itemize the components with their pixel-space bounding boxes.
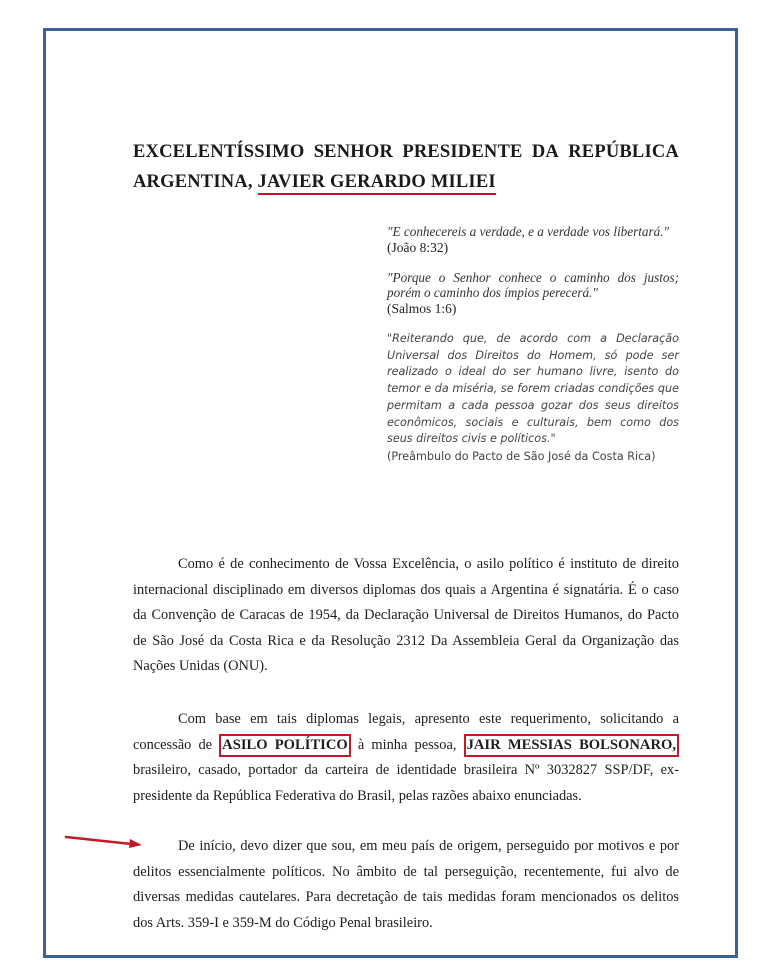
epigraph-john [387, 224, 679, 256]
epigraph-pacto [387, 331, 679, 465]
epigraph-source: (Salmos 1:6) [387, 301, 457, 316]
request-text: à minha pessoa, [350, 736, 464, 753]
epigraphs [387, 224, 679, 479]
heading-word: EXCELENTÍSSIMO [133, 142, 305, 162]
highlight-box-bolsonaro-name: JAIR MESSIAS BOLSONARO, [464, 734, 679, 757]
heading-line-2 [133, 167, 679, 197]
paragraph-persecution: De início, devo dizer que sou, em meu país de origem, perseguido por motivos e por delitos essencialmente políticos. No âmbito de tal perseguição, recentemente, fui alvo de diversas medidas cautelares. Para decretação de tais medidas foram mencionados os delitos dos Arts. 359-I e 359-M do Código Penal brasileiro. [133, 838, 679, 931]
highlight-box-asilo-politico: ASILO POLÍTICO [219, 734, 351, 757]
recipient-name-underlined: JAVIER GERARDO MILIEI [258, 172, 496, 195]
epigraph-quote: "Porque o Senhor conhece o caminho dos justos; porém o caminho dos ímpios perecerá." [387, 270, 679, 300]
heading-word: DA [531, 142, 559, 162]
heading-word: SENHOR [313, 142, 394, 162]
heading-prefix: ARGENTINA, [133, 172, 258, 192]
epigraph-source: (João 8:32) [387, 240, 449, 255]
epigraph-quote: "Reiterando que, de acordo com a Declaração Universal dos Direitos do Homem, só pode ser realizado o ideal do ser humano livre, isento do temor e da miséria, se forem criadas condições que permitam a cada pessoa gozar dos seus direitos econômicos, sociais e culturais, bem como dos seus direitos civis e políticos." [387, 332, 679, 446]
epigraph-source: (Preâmbulo do Pacto de São José da Costa Rica) [387, 449, 656, 463]
paragraph-request [133, 707, 679, 809]
heading-word: REPÚBLICA [568, 142, 679, 162]
request-text: brasileiro, casado, portador da carteira de identidade brasileira Nº 3032827 SSP/DF, ex-presidente da República Federativa do Brasil, pelas razões abaixo enunciadas. [133, 762, 679, 804]
document-heading [133, 137, 679, 197]
epigraph-quote: "E conhecereis a verdade, e a verdade vos libertará." [387, 224, 670, 239]
request-text: Com base em tais diplomas legais, apresento este requerimento, solicitando a concessão de [133, 711, 679, 753]
heading-word: PRESIDENTE [402, 142, 523, 162]
paragraph-asylum-law: Como é de conhecimento de Vossa Excelência, o asilo político é instituto de direito internacional disciplinado em diversos diplomas dos quais a Argentina é signatária. É o caso da Convenção de Caracas de 1954, da Declaração Universal de Direitos Humanos, do Pacto de São José da Costa Rica e da Resolução 2312 Da Assembleia Geral da Organização das Nações Unidas (ONU). [133, 556, 679, 674]
heading-line-1 [133, 137, 679, 167]
red-arrow-icon [64, 832, 146, 852]
epigraph-psalms [387, 270, 679, 317]
